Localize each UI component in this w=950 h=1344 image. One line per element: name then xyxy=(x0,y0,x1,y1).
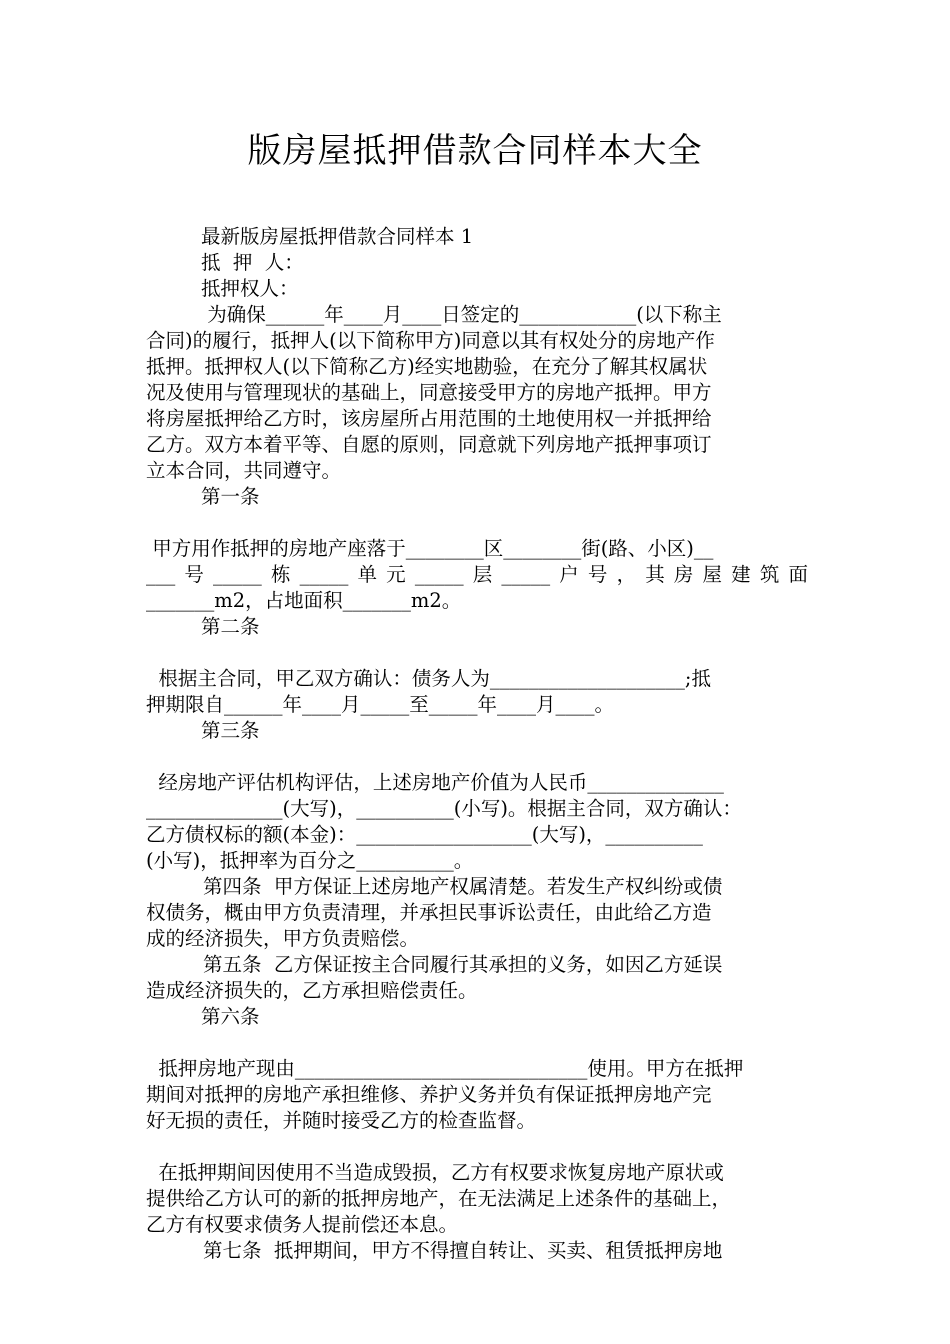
paragraph-line: 造成经济损失的，乙方承担赔偿责任。 xyxy=(146,979,478,1002)
blank-line xyxy=(146,1030,808,1056)
article-heading: 第二条 xyxy=(201,615,260,638)
article-paragraph: 第五条 乙方保证按主合同履行其承担的义务，如因乙方延误 xyxy=(203,953,723,976)
paragraph-line: 权债务，概由甲方负责清理，并承担民事诉讼责任，由此给乙方造 xyxy=(146,901,712,924)
paragraph-line: 甲方用作抵押的房地产座落于________区________街(路、小区)__ xyxy=(146,537,714,560)
blank-line xyxy=(146,640,808,666)
paragraph-line: 在抵押期间因使用不当造成毁损，乙方有权要求恢复房地产原状或 xyxy=(146,1161,724,1184)
article-paragraph: 第七条 抵押期间，甲方不得擅自转让、买卖、租赁抵押房地 xyxy=(203,1239,723,1262)
paragraph-line: 合同)的履行，抵押人(以下简称甲方)同意以其有权处分的房地产作 xyxy=(146,329,715,352)
article-heading: 第六条 xyxy=(201,1005,260,1028)
article-paragraph: 第四条 甲方保证上述房地产权属清楚。若发生产权纠纷或债 xyxy=(203,875,723,898)
paragraph-line: 乙方。双方本着平等、自愿的原则，同意就下列房地产抵押事项订 xyxy=(146,433,712,456)
paragraph-line: 根据主合同，甲乙双方确认：债务人为____________________;抵 xyxy=(146,667,711,690)
article-heading: 第一条 xyxy=(201,485,260,508)
paragraph-line: 经房地产评估机构评估，上述房地产价值为人民币______________ xyxy=(146,771,724,794)
paragraph-line: 好无损的责任，并随时接受乙方的检查监督。 xyxy=(146,1109,537,1132)
paragraph-line: (小写)，抵押率为百分之__________。 xyxy=(146,849,474,872)
paragraph-line: _______m2，占地面积_______m2。 xyxy=(146,589,462,612)
paragraph-line: 提供给乙方认可的新的抵押房地产，在无法满足上述条件的基础上， xyxy=(146,1187,732,1210)
mortgagor-field: 抵 押 人： xyxy=(201,251,304,274)
document-body xyxy=(146,224,808,1264)
paragraph-line: 将房屋抵押给乙方时，该房屋所占用范围的土地使用权一并抵押给 xyxy=(146,407,712,430)
paragraph-line: 期间对抵押的房地产承担维修、养护义务并负有保证抵押房地产完 xyxy=(146,1083,712,1106)
paragraph-line: 为确保______年____月____日签定的____________(以下称主 xyxy=(201,303,722,326)
blank-line xyxy=(146,1134,808,1160)
blank-line xyxy=(146,744,808,770)
mortgagee-field: 抵押权人： xyxy=(201,277,299,300)
paragraph-line: 况及使用与管理现状的基础上，同意接受甲方的房地产抵押。甲方 xyxy=(146,381,712,404)
paragraph-line: 抵押房地产现由______________________________使用。甲方在抵押 xyxy=(146,1057,744,1080)
article-heading: 第三条 xyxy=(201,719,260,742)
paragraph-line: 成的经济损失，甲方负责赔偿。 xyxy=(146,927,420,950)
paragraph-line: ______________(大写)，__________(小写)。根据主合同，双方确认： xyxy=(146,797,742,820)
paragraph-line: 押期限自______年____月_____至_____年____月____。 xyxy=(146,693,615,716)
paragraph-line: 立本合同，共同遵守。 xyxy=(146,459,342,482)
paragraph-line: ___号_____栋_____单元_____层_____户号，其房屋建筑面 xyxy=(146,563,808,586)
document-title: 版房屋抵押借款合同样本大全 xyxy=(247,131,703,171)
contract-heading: 最新版房屋抵押借款合同样本 1 xyxy=(201,225,474,248)
paragraph-line: 乙方有权要求债务人提前偿还本息。 xyxy=(146,1213,459,1236)
paragraph-line: 抵押。抵押权人(以下简称乙方)经实地勘验，在充分了解其权属状 xyxy=(146,355,708,378)
paragraph-line: 乙方债权标的额(本金)：__________________(大写)，__________ xyxy=(146,823,703,846)
blank-line xyxy=(146,510,808,536)
